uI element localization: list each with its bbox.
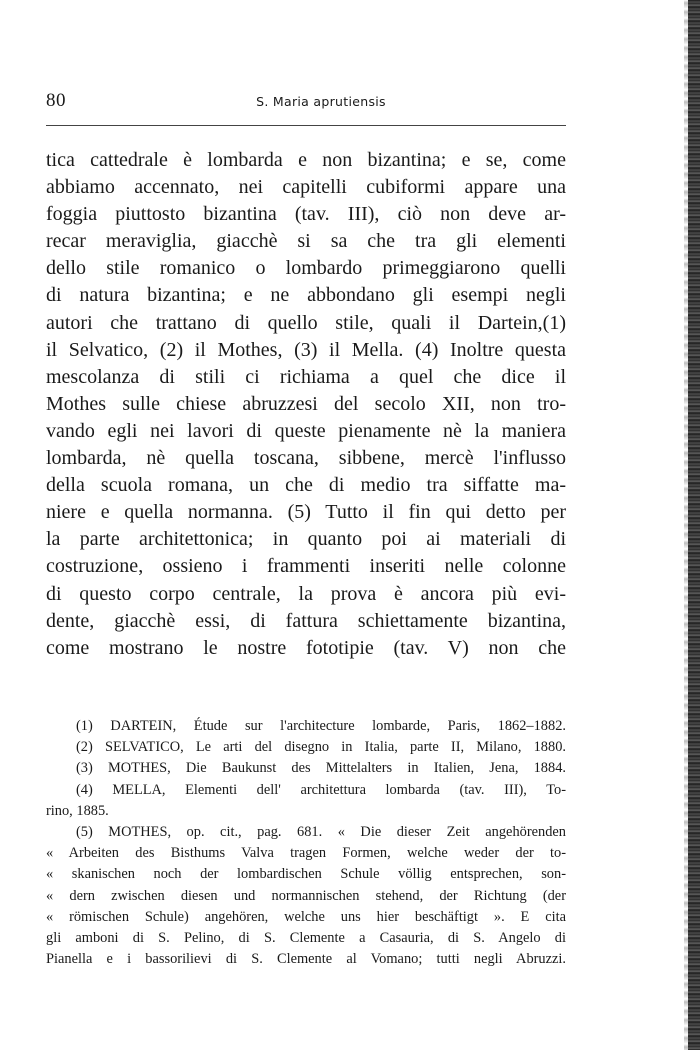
body-text <box>46 147 566 662</box>
body-line: della scuola romana, un che di medio tra siffatte ma- <box>46 474 566 497</box>
page-header <box>46 90 566 116</box>
footnote-line: rino, 1885. <box>46 802 109 819</box>
footnotes <box>46 716 566 970</box>
body-line: la parte architettonica; in quanto poi ai materiali di <box>46 528 566 551</box>
footnote-line: (3) MOTHES, Die Baukunst des Mittelalters in Italien, Jena, 1884. <box>76 760 566 777</box>
body-line: dente, giacchè essi, di fattura schiettamente bizantina, <box>46 609 566 632</box>
footnote-line: « Arbeiten des Bisthums Valva tragen Formen, welche weder der to- <box>46 845 566 862</box>
body-line: lombarda, nè quella toscana, sibbene, mercè l'influsso <box>46 447 566 470</box>
header-rule <box>46 125 566 126</box>
footnote-line: (2) SELVATICO, Le arti del disegno in Italia, parte II, Milano, 1880. <box>76 739 566 756</box>
footnote-line: (1) DARTEIN, Étude sur l'architecture lombarde, Paris, 1862–1882. <box>76 718 566 734</box>
body-line: come mostrano le nostre fototipie (tav. V) non che <box>46 636 566 659</box>
footnote-line: Pianella e i bassorilievi di S. Clemente al Vomano; tutti negli Abruzzi. <box>46 951 566 968</box>
footnote-line: « dern zwischen diesen und normannischen stehend, der Richtung (der <box>46 887 566 904</box>
body-line: recar meraviglia, giacchè si sa che tra gli elementi <box>46 230 566 253</box>
body-line: vando egli nei lavori di queste pienamente nè la maniera <box>46 419 566 442</box>
page-number: 80 <box>46 90 66 111</box>
running-title: S. Maria aprutiensis <box>256 94 386 109</box>
footnote-line: « skanischen noch der lombardischen Schule völlig entsprechen, son- <box>46 866 566 883</box>
body-line: dello stile romanico o lombardo primeggiarono quelli <box>46 257 566 280</box>
body-line: il Selvatico, (2) il Mothes, (3) il Mella. (4) Inoltre questa <box>46 338 566 361</box>
body-line: autori che trattano di quello stile, quali il Dartein,(1) <box>46 311 566 334</box>
body-line: niere e quella normanna. (5) Tutto il fin qui detto per <box>46 501 566 524</box>
body-line: foggia piuttosto bizantina (tav. III), ciò non deve ar- <box>46 203 566 226</box>
binding-edge <box>688 0 700 1050</box>
body-line: costruzione, ossieno i frammenti inseriti nelle colonne <box>46 555 566 578</box>
body-line: di questo corpo centrale, la prova è ancora più evi- <box>46 582 566 605</box>
footnote-line: (4) MELLA, Elementi dell' architettura lombarda (tav. III), To- <box>76 781 566 798</box>
body-line: mescolanza di stili ci richiama a quel che dice il <box>46 365 566 388</box>
body-line: Mothes sulle chiese abruzzesi del secolo XII, non tro- <box>46 392 566 415</box>
body-line: abbiamo accennato, nei capitelli cubiformi appare una <box>46 176 566 199</box>
body-line: tica cattedrale è lombarda e non bizantina; e se, come <box>46 149 566 171</box>
body-line: di natura bizantina; e ne abbondano gli esempi negli <box>46 284 566 307</box>
footnote-line: gli amboni di S. Pelino, di S. Clemente a Casauria, di S. Angelo di <box>46 929 566 946</box>
footnote-line: (5) MOTHES, op. cit., pag. 681. « Die dieser Zeit angehörenden <box>76 823 566 840</box>
footnote-line: « römischen Schule) angehören, welche uns hier beschäftigt ». E cita <box>46 908 566 925</box>
